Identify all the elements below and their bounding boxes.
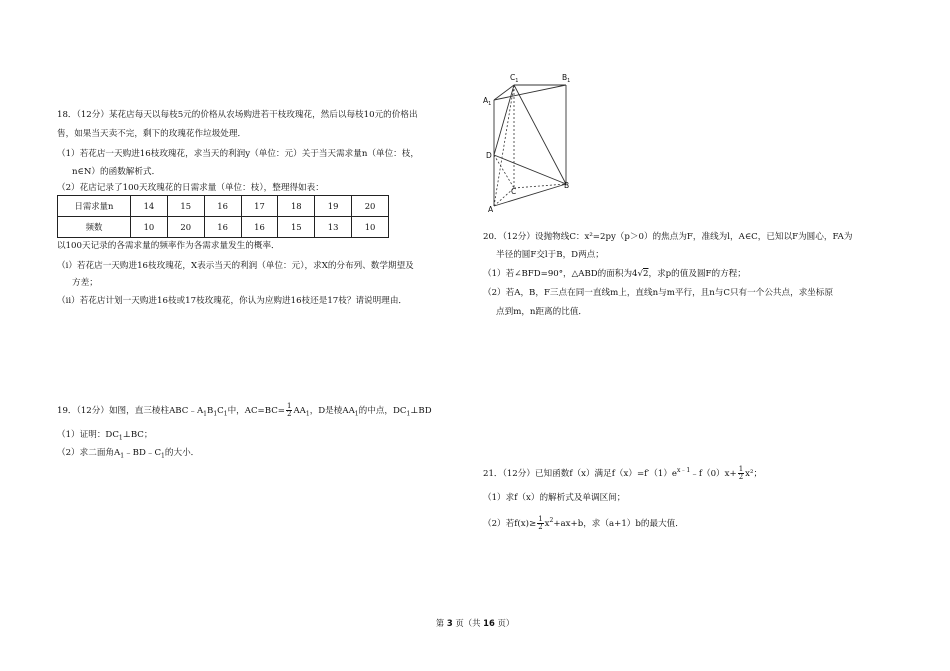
fraction-numerator: 1 <box>738 465 744 473</box>
table-cell: 19 <box>315 196 352 217</box>
fraction <box>738 466 744 481</box>
edge-a1b1 <box>494 85 566 100</box>
demand-frequency-table <box>57 195 389 238</box>
table-cell: 20 <box>167 217 204 238</box>
subscript: 1 <box>203 410 207 418</box>
q19-text: 的大小． <box>164 448 200 458</box>
footer-text: 页（共 <box>452 618 484 628</box>
subscript: 1 <box>406 410 411 418</box>
q18-line1: 18．（12分）某花店每天以每枝5元的价格从农场购进若干枝玫瑰花，然后以每枝10元的价格出 <box>57 110 418 120</box>
q21-part1: （1）求f（x）的解析式及单调区间； <box>483 493 626 503</box>
subscript: 1 <box>213 410 218 418</box>
table-cell: 15 <box>167 196 204 217</box>
edge-dc-hidden <box>494 155 514 188</box>
q18-part-ii: （ii）若花店计划一天购进16枝或17枝玫瑰花，你认为应购进16枝还是17枝？请说明理由． <box>57 296 408 306</box>
fraction-denominator: 2 <box>286 410 292 418</box>
q19-text: C <box>217 406 224 416</box>
table-cell: 16 <box>204 217 241 238</box>
q21-text: +ax+b，求（a+1）b的最大值． <box>553 519 684 529</box>
q19-text: ⊥BC； <box>122 430 153 440</box>
superscript: x﹣1 <box>677 467 691 475</box>
fraction <box>537 516 543 531</box>
table-cell: 10 <box>131 217 168 238</box>
edge-dc1 <box>494 85 514 155</box>
fraction-numerator: 1 <box>286 402 292 410</box>
q21-text: 21．（12分）已知函数f（x）满足f（x）=f′（1）e <box>483 469 678 479</box>
superscript: 2 <box>549 517 554 525</box>
edge-db <box>494 155 566 184</box>
q19-text: ⊥BD <box>410 406 432 416</box>
q20-line1: 20．（12分）设抛物线C：x²=2py（p＞0）的焦点为F，准线为l，A∈C，已知以F为圆心，FA为 <box>483 232 853 242</box>
q19-text: 19．（12分）如图，直三棱柱ABC﹣A <box>57 406 204 416</box>
subscript: 1 <box>118 434 123 442</box>
footer-text: 第 <box>435 618 447 628</box>
fraction-numerator: 1 <box>538 515 543 523</box>
q19-text: AA <box>293 406 306 416</box>
page-number: 3 <box>446 618 453 628</box>
q19-stem <box>57 403 432 418</box>
radicand: 2 <box>643 269 649 279</box>
edge-ab <box>494 184 566 206</box>
q18-part-i-a: （i）若花店一天购进16枝玫瑰花，X表示当天的利润（单位：元），求X的分布列、数学期望及 <box>57 261 414 271</box>
q18-part1-a: （1）若花店一天购进16枝玫瑰花，求当天的利润y（单位：元）关于当天需求量n（单位：枝， <box>57 149 419 159</box>
sqrt-icon: √ <box>637 269 643 279</box>
table-row-header: 日需求量n <box>58 196 131 217</box>
table-cell: 13 <box>315 217 352 238</box>
page-total: 16 <box>483 618 495 628</box>
q19-text: ，D是棱AA <box>309 406 355 416</box>
q18-part-i-b: 方差； <box>72 278 98 288</box>
table-cell: 20 <box>352 196 389 217</box>
table-cell: 15 <box>278 217 315 238</box>
table-cell: 16 <box>241 217 278 238</box>
subscript: 1 <box>120 452 125 460</box>
table-cell: 10 <box>352 217 389 238</box>
label-d: D <box>486 151 492 160</box>
page-footer <box>0 617 950 629</box>
label-c: C <box>511 187 517 196</box>
fraction <box>286 403 292 418</box>
subscript: 1 <box>161 452 165 460</box>
label-a: A <box>488 205 494 214</box>
q18-part2: （2）花店记录了100天玫瑰花的日需求量（单位：枝），整理得如表： <box>57 183 324 193</box>
table-row-header: 频数 <box>58 217 131 238</box>
q20-line2: 半径的圆F交l于B，D两点； <box>496 250 604 260</box>
table-cell: 16 <box>204 196 241 217</box>
q19-part2 <box>57 447 199 459</box>
table-cell: 17 <box>241 196 278 217</box>
q18-part1-b: n∈N）的函数解析式． <box>72 167 161 177</box>
table-row <box>58 196 389 217</box>
q19-text: 中，AC=BC= <box>227 406 285 416</box>
q21-part2 <box>483 516 684 531</box>
table-cell: 18 <box>278 196 315 217</box>
q20-text: （1）若∠BFD=90°，△ABD的面积为4 <box>483 269 638 279</box>
q18-after-table: 以100天记录的各需求量的频率作为各需求量发生的概率． <box>57 241 280 251</box>
q20-part1 <box>483 268 746 280</box>
subscript: 1 <box>354 410 359 418</box>
subscript: 1 <box>305 410 310 418</box>
table-cell: 14 <box>131 196 168 217</box>
label-b1: $B_1$ <box>562 73 571 84</box>
q21-text: ﹣f（0）x+ <box>690 469 737 479</box>
fraction-denominator: 2 <box>738 473 744 481</box>
q20-part2-b: 点到m，n距离的比值． <box>496 307 588 317</box>
q21-text: （2）若f(x)≥ <box>483 519 537 529</box>
q19-text: （1）证明：DC <box>57 430 119 440</box>
fraction-denominator: 2 <box>538 523 543 531</box>
table-row <box>58 217 389 238</box>
q20-text: ，求p的值及圆F的方程； <box>648 269 746 279</box>
edge-c1b <box>514 85 566 184</box>
prism-figure <box>480 70 580 220</box>
label-c1: $C_1$ <box>510 73 519 84</box>
q20-part2-a: （2）若A，B，F三点在同一直线m上，直线n与m平行，且n与C只有一个公共点，求坐标原 <box>483 288 834 298</box>
q19-text: B <box>207 406 214 416</box>
q21-stem <box>483 466 762 481</box>
label-a1: $A_1$ <box>483 96 492 107</box>
q21-text: x²； <box>745 469 763 479</box>
q18-line2: 售，如果当天卖不完，剩下的玫瑰花作垃圾处理． <box>57 129 247 139</box>
footer-text: 页） <box>494 618 515 628</box>
q19-text: （2）求二面角A <box>57 448 121 458</box>
subscript: 1 <box>223 410 228 418</box>
q19-part1 <box>57 429 152 441</box>
label-b: B <box>564 181 570 190</box>
q19-text: 的中点，DC <box>358 406 407 416</box>
q21-text: x <box>544 519 550 529</box>
q19-text: ﹣BD﹣C <box>124 448 162 458</box>
